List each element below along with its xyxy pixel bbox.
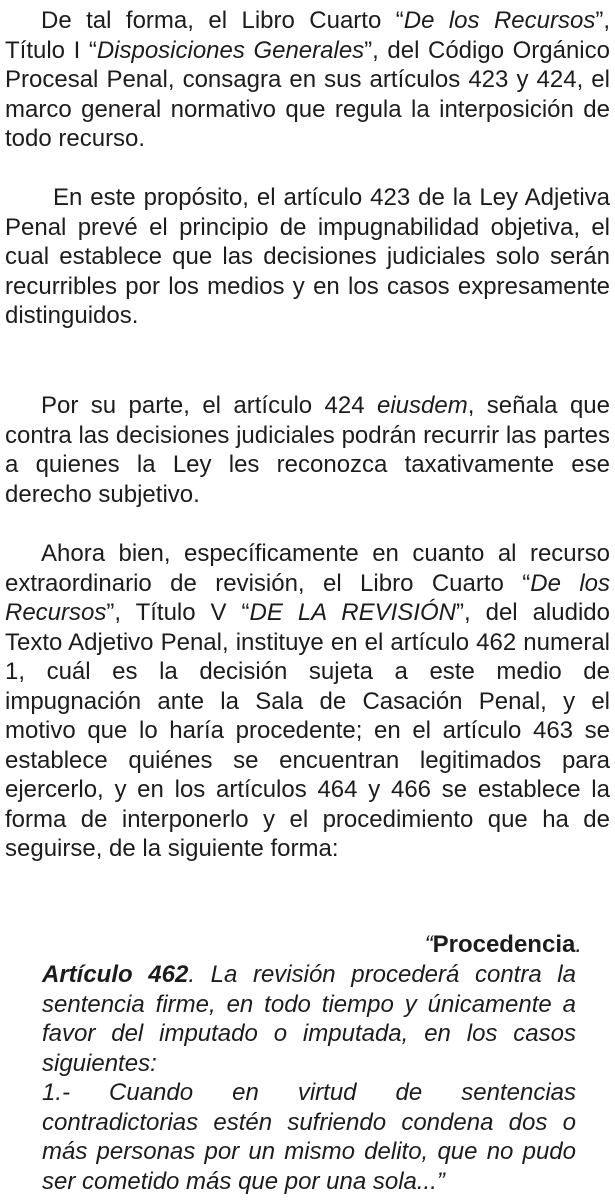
p3-text-c: , señala que contra las decisiones judiciales podrán recurrir las partes a quienes la Ley les reconozca taxativamente ese derecho subjetivo. [5,392,610,508]
p1-text-a: De tal forma, el Libro Cuarto “ [41,7,404,34]
p4-text-e: ”, del aludido Texto Adjetivo Penal, instituye en el artículo 462 numeral 1, cuál es la decisión sujeta a este medio de impugnación ante la Sala de Casación Penal, y el motivo que lo haría procedente; en el artículo 463 se establece quiénes se encuentran legitimados para ejercerlo, y en los artículos 464 y 466 se establece la forma de interponerlo y el procedimiento que ha de seguirse, de la siguiente forma: [5,599,610,862]
quote-article-label: Artículo 462 [42,961,189,988]
paragraph-recurso-revision [5,539,610,864]
paragraph-articulo-423 [5,183,610,331]
quote-item-1: 1.- Cuando en virtud de sentencias contradictorias estén sufriendo condena dos o más personas por un mismo delito, que no pudo ser cometido más que por una sola...” [42,1079,576,1195]
quote-heading [425,930,582,960]
p1-italic-recursos: De los Recursos [403,7,596,34]
p3-italic-eiusdem: eiusdem [377,392,468,419]
quote-article-text: . La revisión procederá contra la sentencia firme, en todo tiempo y únicamente a favor del imputado o imputada, en los casos siguientes: [42,961,576,1077]
p1-text-e: ”, del Código Orgánico Procesal Penal, consagra en sus artículos 423 y 424, el marco general normativo que regula la interposición de todo recurso. [5,36,610,152]
quote-heading-procedencia: Procedencia [432,931,576,958]
p4-italic-revision: DE LA REVISIÓN [249,599,456,626]
paragraph-libro-cuarto [5,6,610,154]
paragraph-articulo-424 [5,391,610,509]
p1-text-c: ”, Título I “ [5,7,611,64]
quote-article-462 [42,960,576,1196]
quote-heading-end: . [575,931,582,958]
p4-italic-recursos: De los Recursos [5,569,611,626]
p4-text-c: ”, Título V “ [106,599,250,626]
p3-text-a: Por su parte, el artículo 424 [41,392,377,419]
p2-text: En este propósito, el artículo 423 de la Ley Adjetiva Penal prevé el principio de impugnabilidad objetiva, el cual establece que las decisiones judiciales solo serán recurribles por los medios y en los casos expresamente distinguidos. [5,184,610,329]
p1-italic-disposiciones: Disposiciones Generales [96,36,365,64]
quote-open-mark: “ [424,931,433,958]
p4-text-a: Ahora bien, específicamente en cuanto al recurso extraordinario de revisión, el Libro Cuarto “ [5,540,610,597]
